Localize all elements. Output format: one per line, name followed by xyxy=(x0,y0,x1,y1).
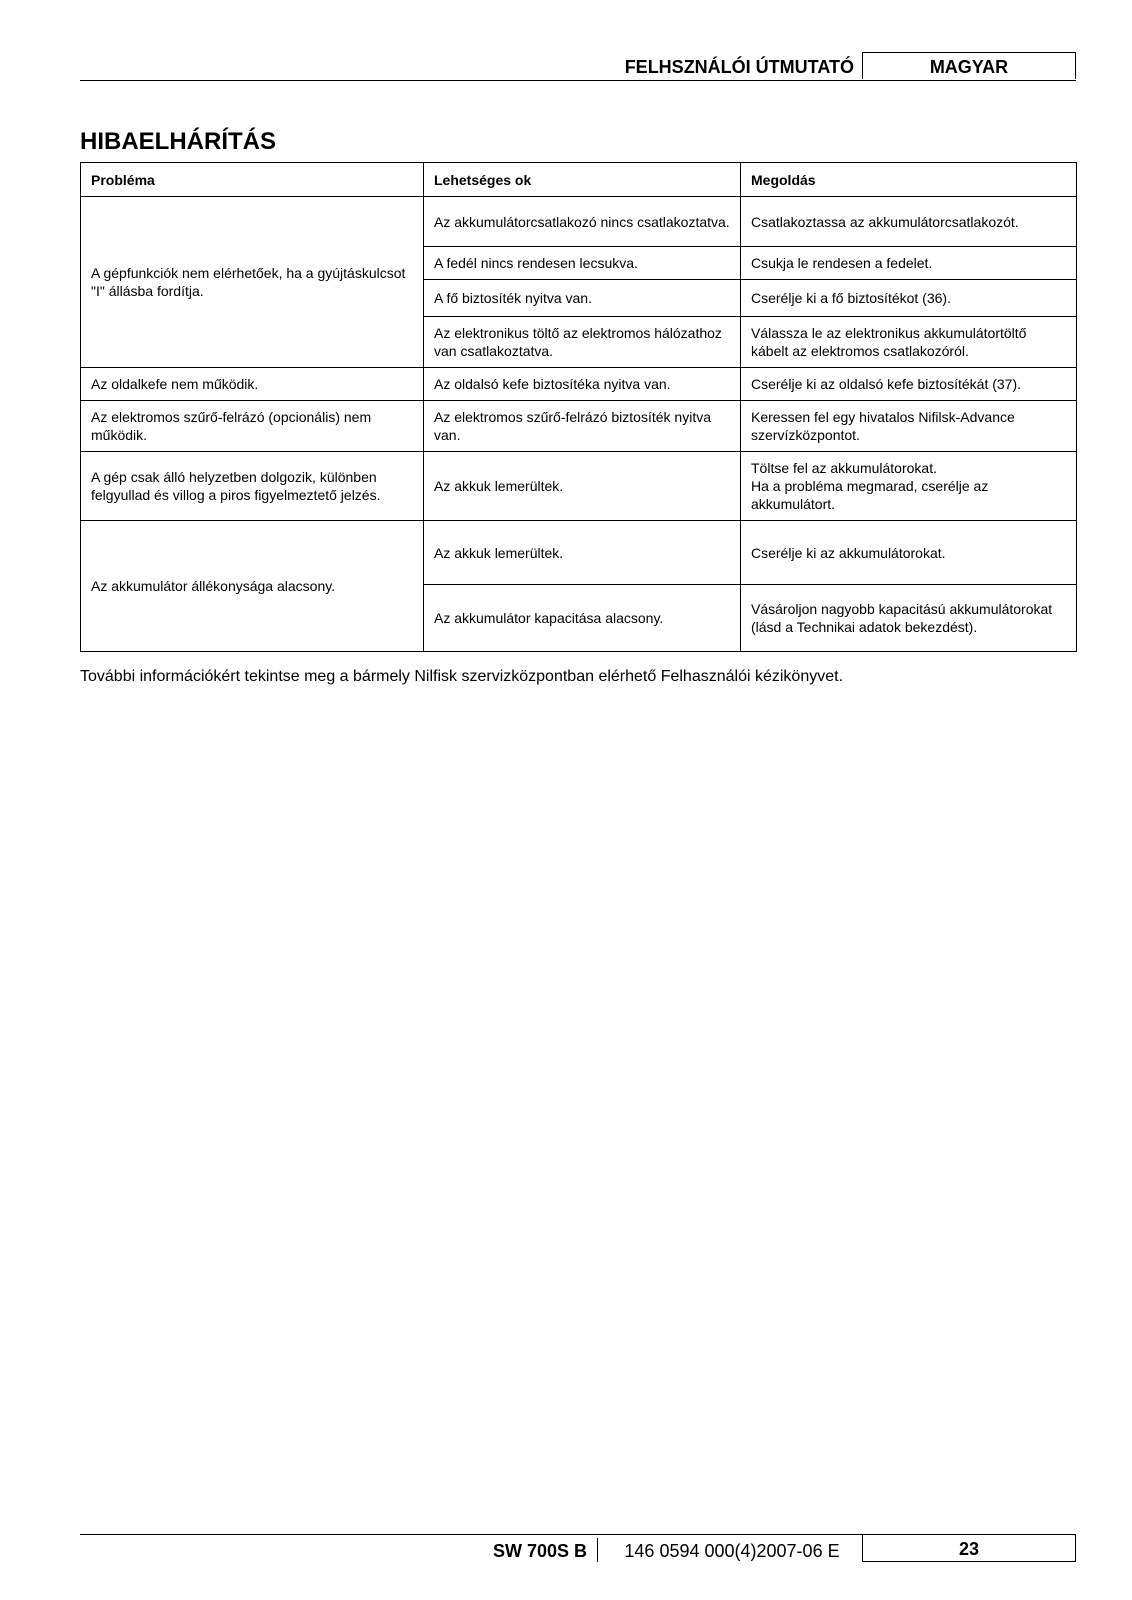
page-number: 23 xyxy=(862,1535,1076,1562)
problem-cell: Az oldalkefe nem működik. xyxy=(81,368,424,401)
cause-cell: Az oldalsó kefe biztosítéka nyitva van. xyxy=(424,368,741,401)
solution-cell: Cserélje ki az akkumulátorokat. xyxy=(741,521,1077,585)
problem-cell: Az elektromos szűrő-felrázó (opcionális) nem működik. xyxy=(81,401,424,452)
table-row xyxy=(81,521,1077,585)
section-title: HIBAELHÁRÍTÁS xyxy=(80,128,276,155)
cause-cell: Az akkuk lemerültek. xyxy=(424,452,741,521)
solution-cell: Válassza le az elektronikus akkumulátortöltő kábelt az elektromos csatlakozóról. xyxy=(741,317,1077,368)
cause-cell: Az elektronikus töltő az elektromos hálózathoz van csatlakoztatva. xyxy=(424,317,741,368)
problem-cell: Az akkumulátor állékonysága alacsony. xyxy=(81,521,424,652)
solution-cell: Keressen fel egy hivatalos Nifilsk-Advance szervízközpontot. xyxy=(741,401,1077,452)
solution-cell: Vásároljon nagyobb kapacitású akkumulátorokat (lásd a Technikai adatok bekezdést). xyxy=(741,585,1077,652)
solution-cell: Cserélje ki a fő biztosítékot (36). xyxy=(741,280,1077,317)
table-row xyxy=(81,368,1077,401)
solution-cell: Csukja le rendesen a fedelet. xyxy=(741,247,1077,280)
column-header-solution: Megoldás xyxy=(741,163,1077,197)
table-row xyxy=(81,197,1077,247)
cause-cell: Az akkumulátorcsatlakozó nincs csatlakoztatva. xyxy=(424,197,741,247)
problem-cell: A gép csak álló helyzetben dolgozik, különben felgyullad és villog a piros figyelmeztető jelzés. xyxy=(81,452,424,521)
solution-cell: Cserélje ki az oldalsó kefe biztosítékát (37). xyxy=(741,368,1077,401)
footnote: További információkért tekintse meg a bármely Nilfisk szervizközpontban elérhető Felhasználói kézikönyvet. xyxy=(80,668,844,685)
cause-cell: A fő biztosíték nyitva van. xyxy=(424,280,741,317)
cause-cell: A fedél nincs rendesen lecsukva. xyxy=(424,247,741,280)
page-footer xyxy=(80,1534,1076,1563)
cause-cell: Az akkumulátor kapacitása alacsony. xyxy=(424,585,741,652)
model-name: SW 700S B xyxy=(493,1538,598,1562)
language-label: MAGYAR xyxy=(862,52,1076,79)
cause-cell: Az akkuk lemerültek. xyxy=(424,521,741,585)
table-header-row xyxy=(81,163,1077,197)
page-header xyxy=(80,52,1076,81)
table-row xyxy=(81,401,1077,452)
column-header-problem: Probléma xyxy=(81,163,424,197)
solution-cell: Csatlakoztassa az akkumulátorcsatlakozót. xyxy=(741,197,1077,247)
cause-cell: Az elektromos szűrő-felrázó biztosíték nyitva van. xyxy=(424,401,741,452)
document-title: FELHSZNÁLÓI ÚTMUTATÓ xyxy=(624,57,854,77)
document-number: 146 0594 000(4)2007-06 E xyxy=(624,1541,840,1561)
column-header-cause: Lehetséges ok xyxy=(424,163,741,197)
solution-cell: Töltse fel az akkumulátorokat. Ha a probléma megmarad, cserélje az akkumulátort. xyxy=(741,452,1077,521)
problem-cell: A gépfunkciók nem elérhetőek, ha a gyújtáskulcsot "I" állásba fordítja. xyxy=(81,197,424,368)
table-row xyxy=(81,452,1077,521)
troubleshooting-table xyxy=(80,162,1077,652)
